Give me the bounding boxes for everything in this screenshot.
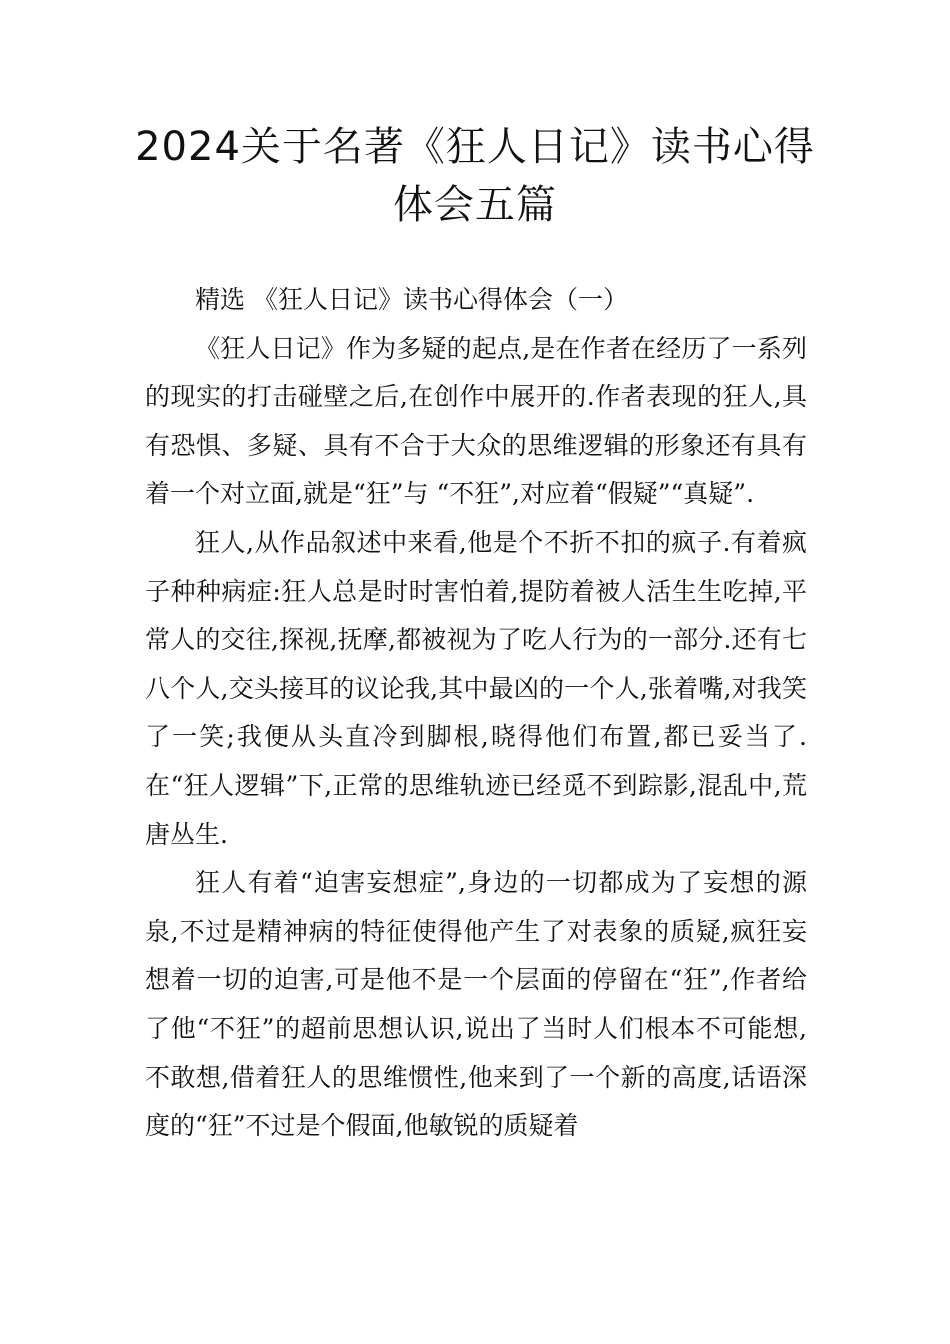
document-body xyxy=(145,276,807,1151)
document-title: 2024关于名著《狂人日记》读书心得体会五篇 xyxy=(135,124,815,228)
paragraph-2: 狂人,从作品叙述中来看,他是个不折不扣的疯子.有着疯子种种病症:狂人总是时时害怕着,提防着被人活生生吃掉,平常人的交往,探视,抚摩,都被视为了吃人行为的一部分.还有七八个人,交头接耳的议论我,其中最凶的一个人,张着嘴,对我笑了一笑;我便从头直冷到脚根,晓得他们布置,都已妥当了.在“狂人逻辑”下,正常的思维轨迹已经觅不到踪影,混乱中,荒唐丛生. xyxy=(145,527,807,849)
section-heading: 精选 《狂人日记》读书心得体会（一） xyxy=(195,285,628,314)
paragraph-1: 《狂人日记》作为多疑的起点,是在作者在经历了一系列的现实的打击碰壁之后,在创作中展开的.作者表现的狂人,具有恐惧、多疑、具有不合于大众的思维逻辑的形象还有具有着一个对立面,就是“狂”与 “不狂”,对应着“假疑”“真疑”. xyxy=(145,333,807,509)
paragraph-3: 狂人有着“迫害妄想症”,身边的一切都成为了妄想的源泉,不过是精神病的特征使得他产生了对表象的质疑,疯狂妄想着一切的迫害,可是他不是一个层面的停留在“狂”,作者给了他“不狂”的超前思想认识,说出了当时人们根本不可能想,不敢想,借着狂人的思维惯性,他来到了一个新的高度,话语深度的“狂”不过是个假面,他敏锐的质疑着 xyxy=(145,868,807,1141)
